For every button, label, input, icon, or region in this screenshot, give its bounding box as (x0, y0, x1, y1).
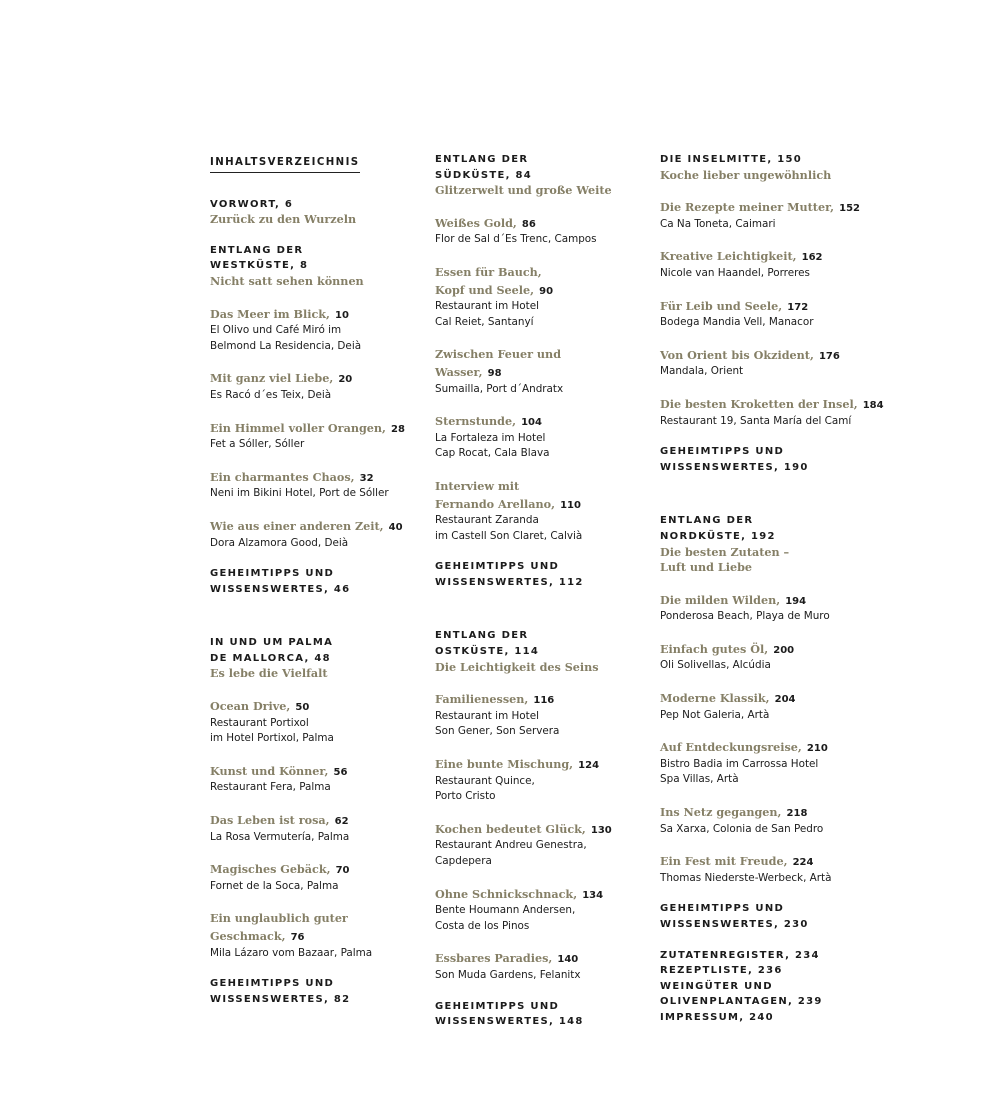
page-number: 32 (359, 472, 374, 484)
toc-entry[interactable] (210, 468, 442, 502)
entry-description: Thomas Niederste-Werbeck, Artà (660, 871, 832, 884)
entry-description: Mandala, Orient (660, 365, 744, 378)
toc-entry[interactable] (435, 885, 667, 935)
entry-title-line (435, 412, 667, 431)
entry-title-line (435, 214, 667, 233)
page-number: 62 (334, 816, 349, 828)
section-heading: GEHEIMTIPPS UND (210, 568, 335, 580)
entry-description: Capdepera (435, 855, 492, 867)
entry-title: Kunst und Könner, (210, 763, 329, 778)
page-number: 20 (338, 374, 353, 386)
section-subtitle: Luft und Liebe (660, 560, 753, 575)
entry-title: Ein charmantes Chaos, (210, 469, 355, 484)
toc-entry[interactable] (435, 755, 667, 805)
entry-description: Ca Na Toneta, Caimari (660, 217, 776, 230)
toc-entry[interactable] (660, 198, 892, 232)
entry-title-line (660, 346, 892, 365)
entry-title: Zwischen Feuer und (435, 347, 562, 362)
page-number: 152 (839, 203, 861, 215)
entry-description: Restaurant Quince, (435, 774, 535, 787)
entry-title-line (660, 803, 892, 822)
toc-section[interactable] (210, 635, 442, 682)
entry-title-line (210, 811, 442, 830)
entry-description: Nicole van Haandel, Porreres (660, 266, 810, 279)
toc-entry[interactable] (435, 477, 667, 544)
toc-section[interactable] (435, 152, 667, 199)
page-number: 90 (539, 285, 554, 297)
entry-title-line (660, 198, 892, 217)
entry-title-line (435, 949, 667, 968)
entry-description: La Rosa Vermutería, Palma (210, 830, 350, 843)
section-heading: DE MALLORCA, 48 (210, 652, 331, 664)
entry-title: Ein unglaublich guter (210, 911, 348, 926)
entry-title-line (660, 395, 892, 414)
page-number: 28 (391, 423, 405, 435)
page-number: 116 (533, 695, 555, 707)
entry-title-line (210, 927, 442, 946)
toc-entry[interactable] (435, 690, 667, 740)
entry-title-line (435, 363, 667, 382)
section-heading: WISSENSWERTES, 112 (435, 576, 584, 588)
entry-title: Sternstunde, (435, 414, 516, 429)
section-heading: WISSENSWERTES, 230 (660, 919, 809, 930)
section-heading: ENTLANG DER (435, 630, 529, 642)
page-number: 70 (335, 865, 350, 877)
entry-title: Essbares Paradies, (435, 951, 553, 966)
page-number: 204 (774, 694, 796, 706)
entry-description: Belmond La Residencia, Deià (210, 339, 362, 352)
toc-entry[interactable] (435, 949, 667, 983)
entry-title-line (210, 762, 442, 781)
toc-section[interactable] (435, 628, 667, 675)
entry-title: Moderne Klassik, (660, 691, 770, 706)
section-heading: REZEPTLISTE, 236 (660, 965, 783, 977)
entry-title-line (210, 468, 442, 487)
toc-section[interactable] (210, 197, 442, 228)
toc-section[interactable] (660, 513, 892, 575)
entry-description: Costa de los Pinos (435, 919, 530, 932)
page-number: 50 (295, 702, 310, 714)
page-number: 184 (862, 399, 884, 411)
section-heading: WESTKÜSTE, 8 (210, 260, 309, 272)
section-heading: NORDKÜSTE, 192 (660, 530, 776, 542)
entry-title-line (660, 247, 892, 266)
entry-title: Ocean Drive, (210, 699, 291, 714)
page-number: 176 (818, 350, 840, 362)
toc-title-block (210, 152, 442, 173)
entry-title-line (210, 419, 442, 438)
page-number: 130 (590, 824, 612, 836)
toc-entry[interactable] (210, 517, 442, 551)
page-number: 124 (578, 760, 600, 772)
toc-column-2 (435, 152, 667, 1030)
toc-entry[interactable] (660, 346, 892, 380)
page-number: 200 (773, 644, 795, 656)
page-number: 140 (557, 954, 579, 966)
entry-description: Restaurant Portixol (210, 716, 309, 729)
entry-title: Weißes Gold, (435, 215, 517, 230)
entry-title-line (435, 281, 667, 300)
page-number: 224 (792, 857, 814, 869)
section-subtitle: Koche lieber ungewöhnlich (660, 167, 832, 182)
section-heading: GEHEIMTIPPS UND (210, 978, 335, 990)
entry-title: Interview mit (435, 478, 520, 493)
entry-title: Geschmack, (210, 929, 286, 943)
toc-entry[interactable] (210, 860, 442, 894)
toc-entry[interactable] (435, 214, 667, 248)
entry-description: Restaurant Andreu Genestra, (435, 839, 587, 852)
section-subtitle: Nicht satt sehen können (210, 273, 364, 288)
section-heading: OLIVENPLANTAGEN, 239 (660, 996, 823, 1008)
toc-section[interactable] (660, 152, 892, 183)
section-heading: WISSENSWERTES, 82 (210, 993, 351, 1005)
toc-section[interactable] (435, 559, 667, 590)
entry-title-line (210, 517, 442, 536)
entry-title: Von Orient bis Okzident, (660, 347, 814, 362)
entry-description: El Olivo und Café Miró im (210, 324, 342, 337)
entry-description: Spa Villas, Artà (660, 773, 739, 786)
entry-title: Das Leben ist rosa, (210, 813, 330, 828)
toc-entry[interactable] (435, 820, 667, 870)
entry-title: Kreative Leichtigkeit, (660, 249, 797, 264)
toc-section[interactable] (660, 444, 892, 475)
section-heading: WISSENSWERTES, 148 (435, 1016, 584, 1028)
toc-entry[interactable] (660, 689, 892, 723)
toc-entry[interactable] (660, 297, 892, 331)
section-heading: IN UND UM PALMA (210, 637, 334, 649)
entry-title: Ein Himmel voller Orangen, (210, 420, 386, 435)
section-subtitle: Zurück zu den Wurzeln (210, 212, 357, 227)
section-heading: GEHEIMTIPPS UND (435, 561, 560, 573)
entry-title-line (435, 820, 667, 839)
page-number: 86 (521, 218, 536, 230)
entry-title-line (660, 738, 892, 757)
section-subtitle: Die Leichtigkeit des Seins (435, 659, 599, 674)
entry-description: Restaurant im Hotel (435, 709, 540, 722)
entry-title: Kochen bedeutet Glück, (435, 821, 586, 836)
entry-title-line (660, 852, 892, 871)
toc-section[interactable] (210, 566, 442, 597)
entry-description: Porto Cristo (435, 790, 496, 803)
entry-title: Auf Entdeckungsreise, (660, 740, 802, 755)
page-number: 218 (786, 808, 808, 820)
toc-section[interactable] (660, 948, 892, 1026)
entry-title: Familienessen, (435, 692, 529, 707)
entry-description: Neni im Bikini Hotel, Port de Sóller (210, 487, 389, 500)
entry-title-line (435, 495, 667, 514)
toc-section[interactable] (210, 976, 442, 1007)
entry-title-line (660, 640, 892, 659)
toc-entry[interactable] (435, 263, 667, 330)
section-heading: ENTLANG DER (435, 154, 529, 165)
section-heading: ENTLANG DER (210, 244, 304, 256)
entry-title: Das Meer im Blick, (210, 306, 330, 321)
section-heading: DIE INSELMITTE, 150 (660, 154, 803, 165)
entry-title-line (660, 591, 892, 610)
toc-entry[interactable] (210, 419, 442, 453)
entry-description: im Castell Son Claret, Calvià (435, 529, 583, 542)
entry-description: Oli Solivellas, Alcúdia (660, 659, 771, 672)
page-number: 194 (785, 595, 807, 607)
section-heading: GEHEIMTIPPS UND (660, 446, 785, 458)
toc-column-3 (660, 152, 892, 1026)
entry-title-line (210, 860, 442, 879)
toc-entry[interactable] (210, 369, 442, 403)
section-heading: WISSENSWERTES, 46 (210, 583, 351, 595)
entry-title: Ins Netz gegangen, (660, 805, 782, 820)
entry-description: Cal Reiet, Santanyí (435, 315, 534, 328)
toc-entry[interactable] (660, 738, 892, 788)
entry-title: Kopf und Seele, (435, 282, 535, 297)
page-number: 10 (335, 309, 349, 321)
entry-title-line (660, 297, 892, 316)
entry-title: Fernando Arellano, (435, 496, 555, 511)
entry-description: Restaurant Fera, Palma (210, 781, 331, 794)
page-number: 56 (333, 766, 348, 778)
toc-entry[interactable] (660, 640, 892, 674)
entry-description: Flor de Sal d´Es Trenc, Campos (435, 233, 597, 246)
toc-section[interactable] (435, 999, 667, 1030)
toc-entry[interactable] (660, 591, 892, 625)
entry-title: Einfach gutes Öl, (660, 641, 769, 656)
section-heading: VORWORT, 6 (210, 198, 294, 210)
page-number: 134 (582, 889, 604, 901)
page-number: 162 (801, 252, 823, 264)
toc-title: INHALTSVERZEICHNIS (210, 155, 360, 173)
entry-description: im Hotel Portixol, Palma (210, 732, 334, 745)
entry-title: Die besten Kroketten der Insel, (660, 396, 858, 411)
entry-title-line (435, 345, 667, 363)
section-heading: GEHEIMTIPPS UND (435, 1000, 560, 1012)
section-subtitle: Es lebe die Vielfalt (210, 666, 328, 681)
entry-title-line (210, 909, 442, 927)
entry-description: Bodega Mandia Vell, Manacor (660, 316, 814, 329)
entry-title-line (210, 369, 442, 388)
page-number: 104 (521, 417, 542, 429)
entry-title-line (435, 263, 667, 281)
entry-title: Eine bunte Mischung, (435, 757, 574, 772)
entry-title: Wasser, (435, 364, 483, 379)
entry-title-line (660, 689, 892, 708)
entry-description: Pep Not Galeria, Artà (660, 708, 770, 721)
entry-title-line (210, 697, 442, 716)
toc-section[interactable] (660, 901, 892, 932)
page-number: 172 (787, 301, 809, 313)
toc-entry[interactable] (210, 762, 442, 796)
section-subtitle: Glitzerwelt und große Weite (435, 183, 612, 198)
entry-title: Mit ganz viel Liebe, (210, 371, 334, 386)
page-number: 210 (806, 743, 828, 755)
toc-entry[interactable] (660, 803, 892, 837)
entry-title: Wie aus einer anderen Zeit, (210, 518, 384, 533)
toc-entry[interactable] (660, 247, 892, 281)
entry-description: Son Muda Gardens, Felanitx (435, 968, 581, 981)
section-heading: ZUTATENREGISTER, 234 (660, 949, 820, 961)
entry-title: Die Rezepte meiner Mutter, (660, 200, 835, 215)
section-heading: WEINGÜTER UND (660, 980, 773, 992)
entry-description: Cap Rocat, Cala Blava (435, 447, 550, 460)
entry-description: Sumailla, Port d´Andratx (435, 382, 564, 395)
toc-entry[interactable] (210, 909, 442, 961)
entry-description: Bente Houmann Andersen, (435, 904, 576, 917)
entry-title-line (435, 755, 667, 774)
entry-description: Restaurant 19, Santa María del Camí (660, 414, 852, 427)
entry-description: La Fortaleza im Hotel (435, 431, 546, 444)
toc-section[interactable] (210, 243, 442, 290)
page-number: 110 (560, 499, 581, 511)
toc-entry[interactable] (210, 811, 442, 845)
entry-description: Bistro Badia im Carrossa Hotel (660, 757, 819, 770)
section-heading: IMPRESSUM, 240 (660, 1011, 774, 1023)
page-number: 40 (388, 521, 403, 533)
entry-description: Son Gener, Son Servera (435, 725, 560, 738)
page-number: 76 (290, 932, 305, 943)
toc-entry[interactable] (210, 305, 442, 355)
entry-title: Ein Fest mit Freude, (660, 854, 788, 869)
page-number: 98 (487, 367, 502, 379)
toc-entry[interactable] (435, 412, 667, 462)
toc-entry[interactable] (660, 395, 892, 429)
entry-title-line (435, 690, 667, 709)
entry-title-line (435, 477, 667, 495)
entry-description: Dora Alzamora Good, Deià (210, 536, 349, 549)
section-subtitle: Die besten Zutaten – (660, 544, 790, 559)
toc-entry[interactable] (435, 345, 667, 397)
entry-title-line (210, 305, 442, 324)
toc-column-1 (210, 152, 442, 1007)
section-heading: GEHEIMTIPPS UND (660, 903, 785, 915)
entry-title: Die milden Wilden, (660, 592, 781, 607)
entry-title-line (435, 885, 667, 904)
entry-description: Fet a Sóller, Sóller (210, 438, 305, 451)
section-heading: OSTKÜSTE, 114 (435, 646, 540, 658)
entry-title: Magisches Gebäck, (210, 862, 331, 877)
entry-description: Ponderosa Beach, Playa de Muro (660, 610, 830, 623)
entry-description: Mila Lázaro vom Bazaar, Palma (210, 946, 373, 959)
entry-title: Für Leib und Seele, (660, 298, 783, 313)
entry-description: Sa Xarxa, Colonia de San Pedro (660, 822, 824, 835)
entry-title: Essen für Bauch, (435, 264, 542, 279)
entry-description: Restaurant Zaranda (435, 514, 539, 527)
toc-entry[interactable] (660, 852, 892, 886)
section-heading: WISSENSWERTES, 190 (660, 461, 809, 473)
entry-description: Fornet de la Soca, Palma (210, 879, 339, 892)
entry-description: Es Racó d´es Teix, Deià (210, 388, 332, 401)
toc-entry[interactable] (210, 697, 442, 747)
entry-title: Ohne Schnickschnack, (435, 886, 578, 901)
entry-description: Restaurant im Hotel (435, 300, 540, 313)
section-heading: ENTLANG DER (660, 515, 754, 527)
section-heading: SÜDKÜSTE, 84 (435, 169, 532, 181)
